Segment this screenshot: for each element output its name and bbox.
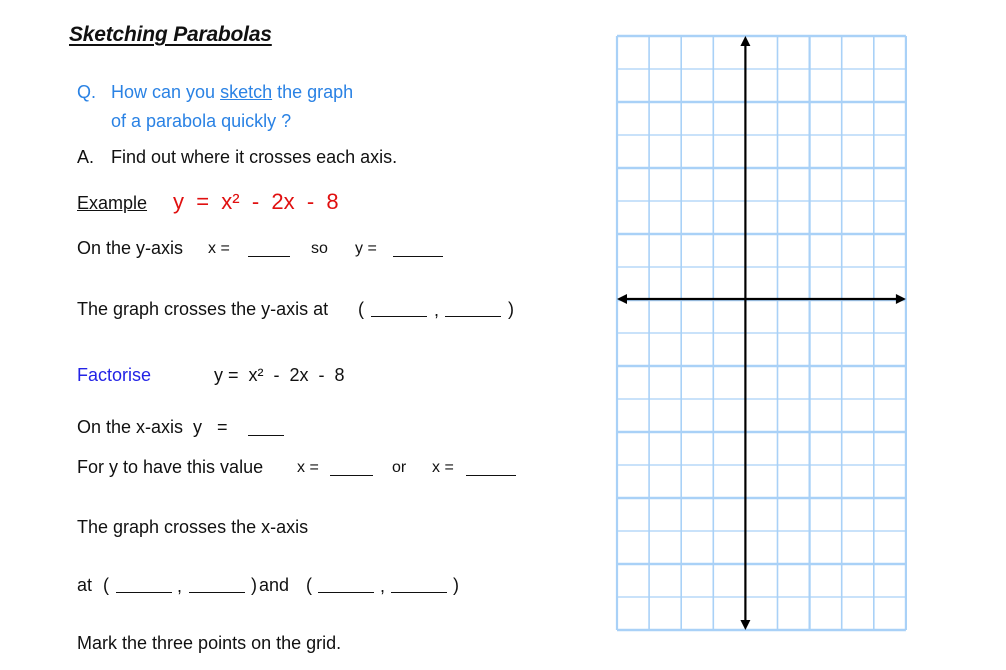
point1-close-paren: ) — [251, 575, 257, 595]
question-text-after: the graph — [272, 82, 354, 102]
question-sketch-word: sketch — [220, 82, 273, 102]
y-axis-y-eq: y = — [355, 240, 377, 257]
point1-comma: , — [177, 576, 183, 596]
value-x-eq-2: x = — [432, 459, 454, 476]
question-text-before: How can you — [111, 82, 221, 102]
point2-open-paren: ( — [306, 575, 312, 595]
x-axis-text: On the x-axis y = — [77, 417, 228, 437]
arrow-left-icon — [617, 294, 627, 304]
y-axis-x-eq: x = — [208, 240, 230, 257]
example-label: Example — [77, 193, 148, 213]
question-line-2: of a parabola quickly ? — [111, 111, 292, 131]
value-text: For y to have this value — [77, 457, 264, 477]
arrow-right-icon — [896, 294, 906, 304]
question-prefix: Q. — [77, 82, 97, 102]
factorise-equation: y = x² - 2x - 8 — [214, 365, 345, 385]
factorise-label: Factorise — [77, 365, 152, 385]
y-cross-open-paren: ( — [358, 299, 364, 319]
y-cross-text: The graph crosses the y-axis at — [77, 299, 329, 319]
point2-comma: , — [380, 576, 386, 596]
y-cross-comma: , — [434, 300, 440, 320]
y-axis-so: so — [311, 240, 328, 257]
x-cross-text: The graph crosses the x-axis — [77, 517, 309, 537]
grid-lines — [617, 36, 906, 630]
example-equation: y = x² - 2x - 8 — [173, 189, 339, 214]
arrow-up-icon — [740, 36, 750, 46]
point2-close-paren: ) — [453, 575, 459, 595]
y-axis-text: On the y-axis — [77, 238, 184, 258]
answer-text: Find out where it crosses each axis. — [111, 147, 398, 167]
and-label: and — [259, 575, 290, 595]
worksheet-title: Sketching Parabolas — [69, 23, 272, 46]
value-x-eq-1: x = — [297, 459, 319, 476]
instruction-text: Mark the three points on the grid. — [77, 633, 342, 653]
at-label: at — [77, 575, 93, 595]
y-cross-close-paren: ) — [508, 299, 514, 319]
arrow-down-icon — [740, 620, 750, 630]
point1-open-paren: ( — [103, 575, 109, 595]
value-or: or — [392, 459, 407, 476]
answer-prefix: A. — [77, 147, 95, 167]
